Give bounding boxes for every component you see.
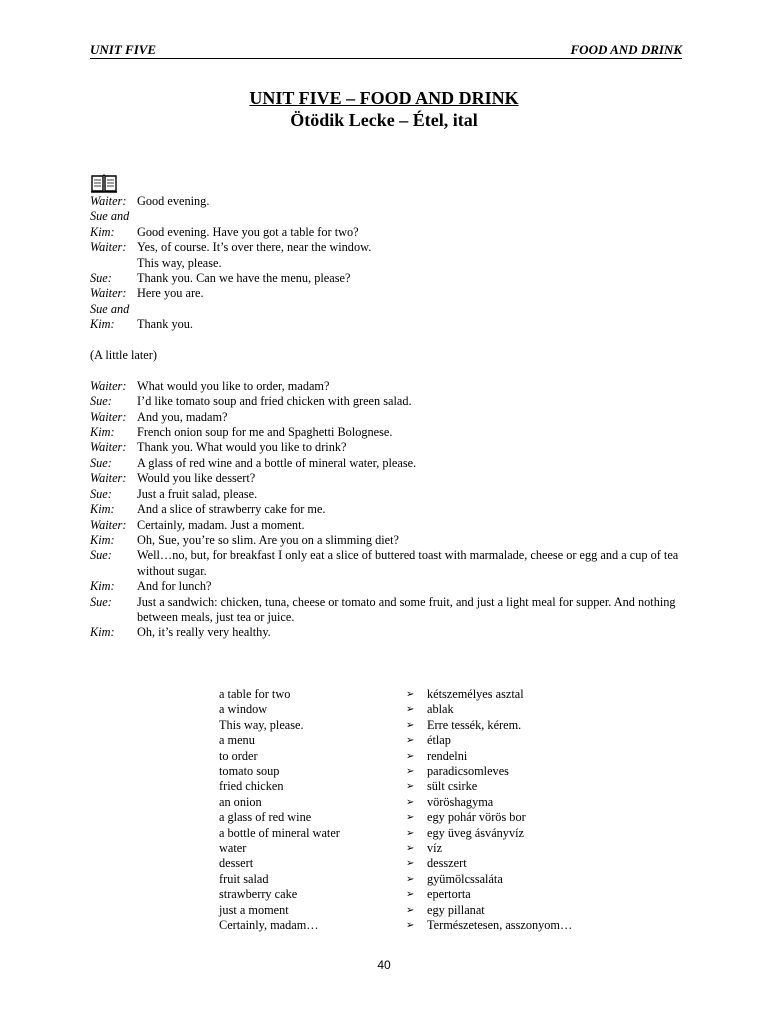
speaker-label: Sue:	[90, 394, 112, 409]
vocab-row	[219, 841, 572, 856]
vocab-hungarian: Természetesen, asszonyom…	[427, 918, 573, 933]
speech-text: Thank you. Can we have the menu, please?	[137, 271, 351, 286]
arrow-bullet-icon: ➢	[406, 873, 415, 885]
vocab-english: fruit salad	[219, 871, 269, 886]
dialogue-line	[90, 194, 690, 209]
speech-text: Would you like dessert?	[137, 471, 256, 486]
speech-text: Just a fruit salad, please.	[137, 486, 258, 501]
dialogue-line	[90, 302, 690, 317]
vocab-hungarian: ablak	[427, 702, 454, 717]
dialogue-line	[90, 533, 690, 548]
arrow-bullet-icon: ➢	[406, 704, 415, 716]
speech-text: Just a sandwich: chicken, tuna, cheese or tomato and some fruit, and just a light meal for supper. And nothing between meals, just tea or juice.	[137, 594, 676, 624]
speaker-label: Kim:	[90, 502, 115, 517]
speech-text: Good evening.	[137, 194, 210, 208]
arrow-bullet-icon: ➢	[406, 843, 415, 855]
arrow-bullet-icon: ➢	[406, 920, 415, 932]
vocab-hungarian: egy pillanat	[427, 902, 485, 917]
arrow-bullet-icon: ➢	[406, 766, 415, 778]
speaker-label: Sue:	[90, 594, 112, 609]
speech-text: Thank you. What would you like to drink?	[137, 440, 347, 455]
vocab-english: just a moment	[219, 902, 289, 917]
arrow-bullet-icon: ➢	[406, 689, 415, 700]
speaker-label: Sue:	[90, 455, 112, 470]
speaker-label: Sue and	[90, 301, 130, 316]
speech-text	[137, 302, 690, 317]
speaker-label	[90, 256, 137, 271]
speaker-label: Waiter:	[90, 286, 127, 301]
vocab-hungarian: desszert	[427, 856, 467, 871]
speech-text: Certainly, madam. Just a moment.	[137, 517, 305, 532]
speech-text: Thank you.	[137, 317, 194, 332]
speech-text	[137, 209, 690, 224]
vocab-english: a window	[219, 702, 268, 717]
vocab-english: an onion	[219, 794, 262, 809]
speech-text: Yes, of course. It’s over there, near the window.	[137, 240, 372, 255]
vocab-hungarian: paradicsomleves	[427, 764, 509, 779]
speaker-label: Kim:	[90, 317, 115, 332]
vocab-english: to order	[219, 748, 258, 763]
vocab-row	[219, 718, 572, 733]
vocab-hungarian: egy pohár vörös bor	[427, 810, 526, 825]
arrow-bullet-icon: ➢	[406, 781, 415, 793]
speaker-label: Sue:	[90, 486, 112, 501]
speaker-label: Waiter:	[90, 471, 127, 486]
vocab-english: water	[219, 841, 247, 856]
dialogue-line	[90, 456, 690, 471]
vocab-row	[219, 856, 572, 871]
speaker-label: Sue:	[90, 271, 112, 286]
page-subtitle: Ötödik Lecke – Étel, ital	[290, 110, 478, 130]
vocabulary-list	[219, 687, 572, 934]
vocab-row	[219, 810, 572, 825]
speaker-label: Waiter:	[90, 378, 127, 393]
dialogue-line	[90, 225, 690, 240]
speech-text: Oh, it’s really very healthy.	[137, 625, 271, 640]
speech-text: Well…no, but, for breakfast I only eat a slice of buttered toast with marmalade, cheese or egg and a cup of tea without sugar.	[137, 548, 679, 578]
dialogue-line	[90, 595, 690, 626]
speaker-label: Waiter:	[90, 194, 127, 208]
dialogue-line	[90, 548, 690, 579]
vocab-hungarian: étlap	[427, 733, 451, 748]
dialogue-line	[90, 440, 690, 455]
vocab-english: a menu	[219, 733, 255, 748]
spacer	[90, 333, 690, 348]
vocab-row	[219, 795, 572, 810]
dialogue-line	[90, 271, 690, 286]
speech-text: French onion soup for me and Spaghetti Bolognese.	[137, 425, 393, 440]
speech-text: And a slice of strawberry cake for me.	[137, 502, 326, 517]
dialogue-line	[90, 240, 690, 255]
dialogue-line	[90, 625, 690, 640]
speaker-label: Kim:	[90, 425, 115, 440]
speech-text: And for lunch?	[137, 579, 212, 594]
dialogue-line	[90, 425, 690, 440]
vocab-hungarian: sült csirke	[427, 779, 478, 794]
header-unit: UNIT FIVE	[90, 42, 157, 57]
speaker-label: Sue and	[90, 209, 130, 224]
vocab-row	[219, 733, 572, 748]
stage-direction: (A little later)	[90, 348, 157, 363]
vocab-row	[219, 687, 572, 702]
dialogue-line	[90, 579, 690, 594]
vocab-row	[219, 918, 572, 933]
speech-text: And you, madam?	[137, 409, 228, 424]
vocab-english: a glass of red wine	[219, 810, 312, 825]
dialogue	[90, 194, 690, 641]
speaker-label: Waiter:	[90, 517, 127, 532]
speech-text: What would you like to order, madam?	[137, 378, 330, 393]
vocab-row	[219, 872, 572, 887]
vocab-english: fried chicken	[219, 779, 284, 794]
vocab-english: tomato soup	[219, 764, 280, 779]
dialogue-line	[90, 471, 690, 486]
arrow-bullet-icon: ➢	[406, 750, 415, 762]
vocab-hungarian: víz	[427, 841, 443, 856]
speaker-label: Sue:	[90, 548, 112, 563]
speaker-label: Waiter:	[90, 240, 127, 255]
vocab-row	[219, 826, 572, 841]
arrow-bullet-icon: ➢	[406, 904, 415, 916]
dialogue-line	[90, 410, 690, 425]
speaker-label: Waiter:	[90, 440, 127, 455]
vocab-english: a table for two	[219, 687, 291, 701]
vocab-hungarian: rendelni	[427, 748, 468, 763]
arrow-bullet-icon: ➢	[406, 812, 415, 824]
dialogue-line	[90, 256, 690, 271]
spacer	[90, 363, 690, 378]
vocab-hungarian: epertorta	[427, 887, 471, 902]
arrow-bullet-icon: ➢	[406, 796, 415, 808]
vocab-row	[219, 903, 572, 918]
vocab-english: strawberry cake	[219, 887, 298, 902]
dialogue-line	[90, 379, 690, 394]
dialogue-line	[90, 209, 690, 224]
arrow-bullet-icon: ➢	[406, 889, 415, 901]
speaker-label: Waiter:	[90, 409, 127, 424]
vocab-english: Certainly, madam…	[219, 918, 319, 933]
dialogue-line	[90, 348, 690, 363]
dialogue-line	[90, 394, 690, 409]
speech-text: Good evening. Have you got a table for two?	[137, 224, 359, 239]
arrow-bullet-icon: ➢	[406, 858, 415, 870]
arrow-bullet-icon: ➢	[406, 827, 415, 839]
arrow-bullet-icon: ➢	[406, 719, 415, 731]
speaker-label: Kim:	[90, 532, 115, 547]
vocab-row	[219, 764, 572, 779]
dialogue-line	[90, 502, 690, 517]
speech-text: A glass of red wine and a bottle of mineral water, please.	[137, 455, 417, 470]
running-header	[90, 42, 682, 59]
dialogue-line	[90, 518, 690, 533]
speech-text: This way, please.	[137, 255, 222, 270]
vocab-english: dessert	[219, 856, 254, 871]
speaker-label: Kim:	[90, 224, 115, 239]
arrow-bullet-icon: ➢	[406, 735, 415, 747]
vocab-hungarian: kétszemélyes asztal	[427, 687, 524, 701]
vocab-english: a bottle of mineral water	[219, 825, 340, 840]
vocab-hungarian: Erre tessék, kérem.	[427, 717, 522, 732]
speech-text: I’d like tomato soup and fried chicken with green salad.	[137, 394, 412, 409]
speaker-label: Kim:	[90, 625, 115, 640]
page-title: UNIT FIVE – FOOD AND DRINK	[249, 88, 519, 108]
dialogue-line	[90, 487, 690, 502]
book-icon	[90, 172, 118, 194]
vocab-row	[219, 749, 572, 764]
page-number: 40	[377, 958, 391, 972]
vocab-hungarian: egy üveg ásványvíz	[427, 825, 524, 840]
header-topic: FOOD AND DRINK	[570, 42, 682, 57]
dialogue-line	[90, 317, 690, 332]
speech-text: Here you are.	[137, 286, 204, 301]
speaker-label: Kim:	[90, 579, 115, 594]
vocab-english: This way, please.	[219, 717, 304, 732]
vocab-hungarian: gyümölcssaláta	[427, 871, 503, 886]
vocab-hungarian: vöröshagyma	[427, 794, 494, 809]
dialogue-line	[90, 286, 690, 301]
vocab-row	[219, 887, 572, 902]
vocab-row	[219, 702, 572, 717]
vocab-row	[219, 779, 572, 794]
speech-text: Oh, Sue, you’re so slim. Are you on a slimming diet?	[137, 532, 399, 547]
